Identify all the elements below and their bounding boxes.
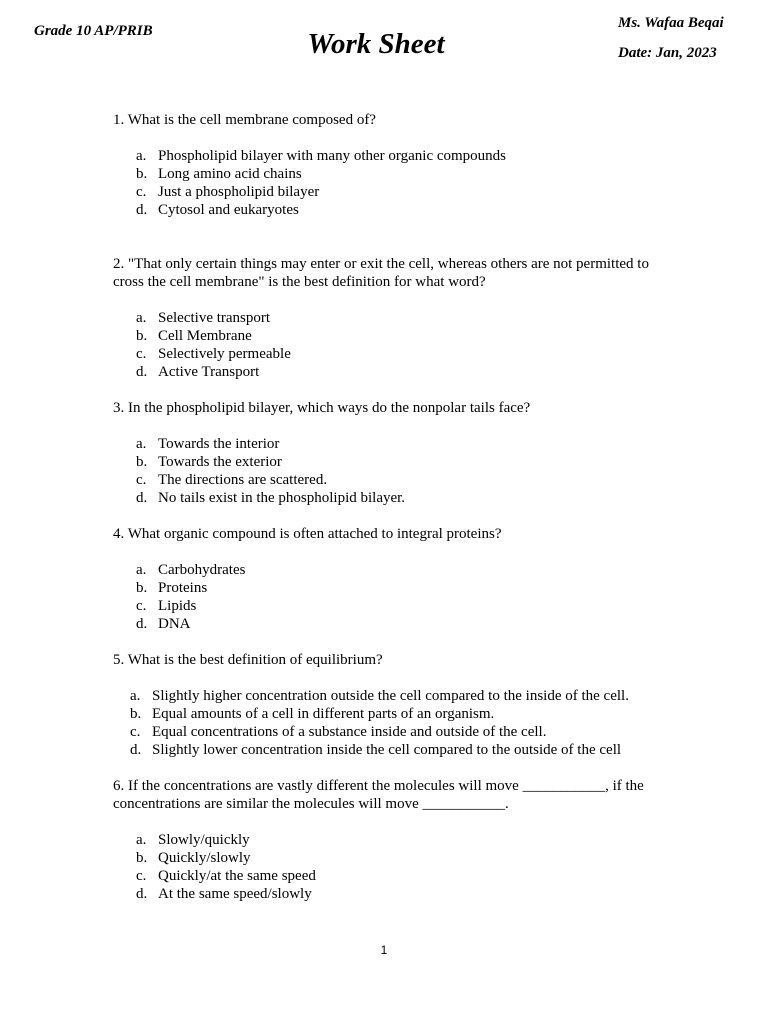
option-text: Quickly/slowly	[158, 850, 251, 866]
option-text: Towards the exterior	[158, 454, 282, 470]
answer-options	[113, 831, 673, 903]
question-text: 3. In the phospholipid bilayer, which ways do the nonpolar tails face?	[113, 400, 531, 416]
question-list	[113, 111, 673, 921]
option-letter: b.	[136, 454, 148, 470]
option-letter: a.	[136, 832, 147, 848]
option-c	[113, 867, 673, 885]
option-letter: c.	[136, 472, 147, 488]
answer-options	[113, 309, 673, 381]
option-letter: d.	[130, 742, 142, 758]
option-text: No tails exist in the phospholipid bilayer.	[158, 490, 406, 506]
option-c	[113, 597, 673, 615]
option-letter: d.	[136, 364, 148, 380]
option-text: Long amino acid chains	[158, 166, 302, 182]
option-c	[113, 471, 673, 489]
option-letter: b.	[136, 580, 148, 596]
question-5	[113, 651, 673, 759]
option-d	[113, 363, 673, 381]
header-info	[618, 14, 724, 74]
option-d	[113, 741, 673, 759]
option-b	[113, 327, 673, 345]
answer-options	[113, 147, 673, 219]
question-1	[113, 111, 673, 219]
question-text: 1. What is the cell membrane composed of?	[113, 112, 376, 128]
option-text: Equal concentrations of a substance inside and outside of the cell.	[152, 724, 547, 740]
option-a	[113, 687, 673, 705]
option-a	[113, 147, 673, 165]
option-letter: d.	[136, 886, 148, 902]
option-text: Slightly higher concentration outside the cell compared to the inside of the cell.	[152, 688, 629, 704]
option-letter: a.	[130, 688, 141, 704]
answer-options	[113, 561, 673, 633]
answer-options	[113, 687, 673, 759]
option-letter: b.	[136, 166, 148, 182]
option-text: Slowly/quickly	[158, 832, 250, 848]
option-text: The directions are scattered.	[158, 472, 328, 488]
option-letter: a.	[136, 310, 147, 326]
option-text: DNA	[158, 616, 191, 632]
page-title: Work Sheet	[307, 28, 445, 60]
question-4	[113, 525, 673, 633]
option-text: Carbohydrates	[158, 562, 246, 578]
option-a	[113, 435, 673, 453]
worksheet-date: Date: Jan, 2023	[618, 45, 717, 61]
option-text: Proteins	[158, 580, 208, 596]
option-a	[113, 309, 673, 327]
option-d	[113, 489, 673, 507]
option-letter: d.	[136, 202, 148, 218]
option-d	[113, 885, 673, 903]
option-letter: d.	[136, 616, 148, 632]
option-text: At the same speed/slowly	[158, 886, 312, 902]
question-3	[113, 399, 673, 507]
option-letter: b.	[130, 706, 142, 722]
question-text: 4. What organic compound is often attached to integral proteins?	[113, 526, 502, 542]
option-b	[113, 849, 673, 867]
option-text: Just a phospholipid bilayer	[158, 184, 320, 200]
option-c	[113, 345, 673, 363]
page-number: 1	[380, 943, 388, 957]
option-d	[113, 201, 673, 219]
option-text: Cell Membrane	[158, 328, 252, 344]
option-a	[113, 831, 673, 849]
teacher-name: Ms. Wafaa Beqai	[618, 15, 724, 31]
option-b	[113, 165, 673, 183]
option-letter: c.	[136, 184, 147, 200]
option-text: Selectively permeable	[158, 346, 291, 362]
option-a	[113, 561, 673, 579]
option-text: Slightly lower concentration inside the cell compared to the outside of the cell	[152, 742, 622, 758]
question-text: 5. What is the best definition of equilibrium?	[113, 652, 383, 668]
option-text: Selective transport	[158, 310, 271, 326]
question-6	[113, 777, 673, 903]
question-text: 6. If the concentrations are vastly different the molecules will move ___________, if the concentrations are similar the molecules will move ___________.	[113, 778, 644, 812]
option-b	[113, 705, 673, 723]
option-letter: c.	[136, 346, 147, 362]
option-c	[113, 723, 673, 741]
question-text: 2. "That only certain things may enter or exit the cell, whereas others are not permitted to cross the cell membrane" is the best definition for what word?	[113, 256, 649, 290]
option-b	[113, 579, 673, 597]
option-letter: b.	[136, 850, 148, 866]
option-letter: a.	[136, 148, 147, 164]
answer-options	[113, 435, 673, 507]
option-text: Active Transport	[158, 364, 260, 380]
option-b	[113, 453, 673, 471]
option-letter: a.	[136, 562, 147, 578]
option-text: Lipids	[158, 598, 197, 614]
option-text: Phospholipid bilayer with many other organic compounds	[158, 148, 507, 164]
option-text: Towards the interior	[158, 436, 280, 452]
option-letter: d.	[136, 490, 148, 506]
question-2	[113, 255, 673, 381]
option-text: Equal amounts of a cell in different parts of an organism.	[152, 706, 495, 722]
option-c	[113, 183, 673, 201]
option-d	[113, 615, 673, 633]
option-letter: c.	[136, 598, 147, 614]
option-letter: c.	[136, 868, 147, 884]
option-letter: c.	[130, 724, 141, 740]
option-letter: b.	[136, 328, 148, 344]
option-text: Cytosol and eukaryotes	[158, 202, 299, 218]
option-letter: a.	[136, 436, 147, 452]
option-text: Quickly/at the same speed	[158, 868, 316, 884]
class-label: Grade 10 AP/PRIB	[34, 23, 153, 39]
